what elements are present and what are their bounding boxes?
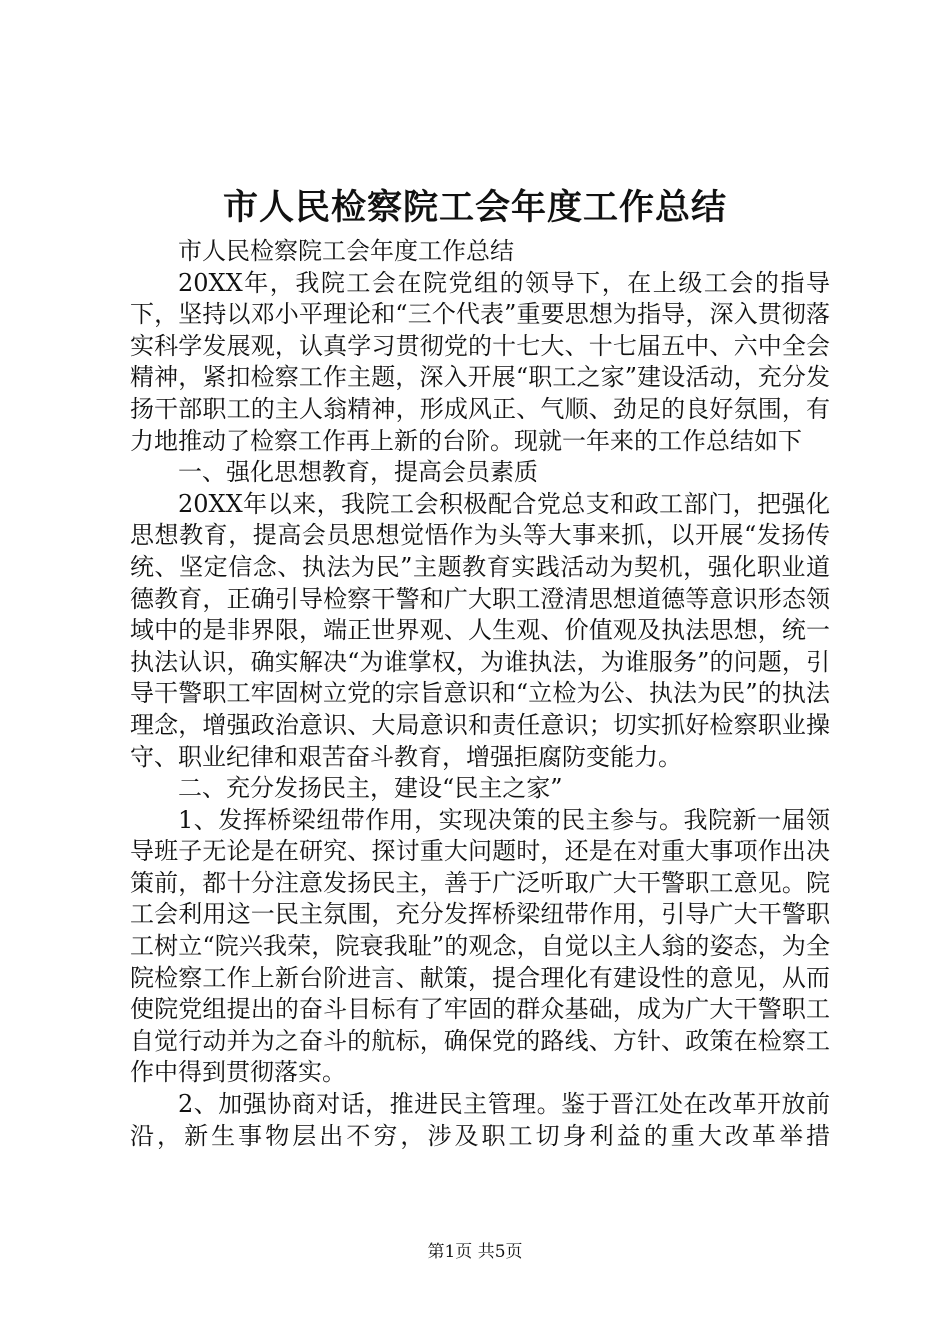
paragraph-section-1: 20XX年以来，我院工会积极配合党总支和政工部门，把强化思想教育，提高会员思想觉悟作为头等大事来抓，以开展“发扬传统、坚定信念、执法为民”主题教育实践活动为契机，强化职业道德教育，正确引导检察干警和广大职工澄清思想道德等意识形态领域中的是非界限，端正世界观、人生观、价值观及执法思想，统一执法认识，确实解决“为谁掌权，为谁执法，为谁服务”的问题，引导干警职工牢固树立党的宗旨意识和“立检为公、执法为民”的执法理念，增强政治意识、大局意识和责任意识；切实抓好检察职业操守、职业纪律和艰苦奋斗教育，增强拒腐防变能力。 — [130, 489, 830, 771]
paragraph-intro: 20XX年，我院工会在院党组的领导下，在上级工会的指导下，坚持以邓小平理论和“三个代表”重要思想为指导，深入贯彻落实科学发展观，认真学习贯彻党的十七大、十七届五中、六中全会精神，紧扣检察工作主题，深入开展“职工之家”建设活动，充分发扬干部职工的主人翁精神，形成风正、气顺、劲足的良好氛围，有力地推动了检察工作再上新的台阶。现就一年来的工作总结如下 — [130, 268, 830, 455]
paragraph-section-2-item-1: 1、发挥桥梁纽带作用，实现决策的民主参与。我院新一届领导班子无论是在研究、探讨重大问题时，还是在对重大事项作出决策前，都十分注意发扬民主，善于广泛听取广大干警职工意见。院工会利用这一民主氛围，充分发挥桥梁纽带作用，引导广大干警职工树立“院兴我荣，院衰我耻”的观念，自觉以主人翁的姿态，为全院检察工作上新台阶进言、献策，提合理化有建设性的意见，从而使院党组提出的奋斗目标有了牢固的群众基础，成为广大干警职工自觉行动并为之奋斗的航标，确保党的路线、方针、政策在检察工作中得到贯彻落实。 — [130, 805, 830, 1087]
paragraph-section-2-item-2: 2、加强协商对话，推进民主管理。鉴于晋江处在改革开放前沿，新生事物层出不穷，涉及职工切身利益的重大改革举措 — [130, 1090, 830, 1150]
section-heading-1: 一、强化思想教育，提高会员素质 — [178, 458, 538, 487]
document-title: 市人民检察院工会年度工作总结 — [222, 187, 727, 228]
paragraph-subtitle: 市人民检察院工会年度工作总结 — [178, 237, 514, 265]
section-heading-2: 二、充分发扬民主，建设“民主之家” — [178, 774, 563, 803]
page-footer: 第1页 共5页 — [427, 1242, 523, 1262]
document-body — [130, 236, 830, 1152]
